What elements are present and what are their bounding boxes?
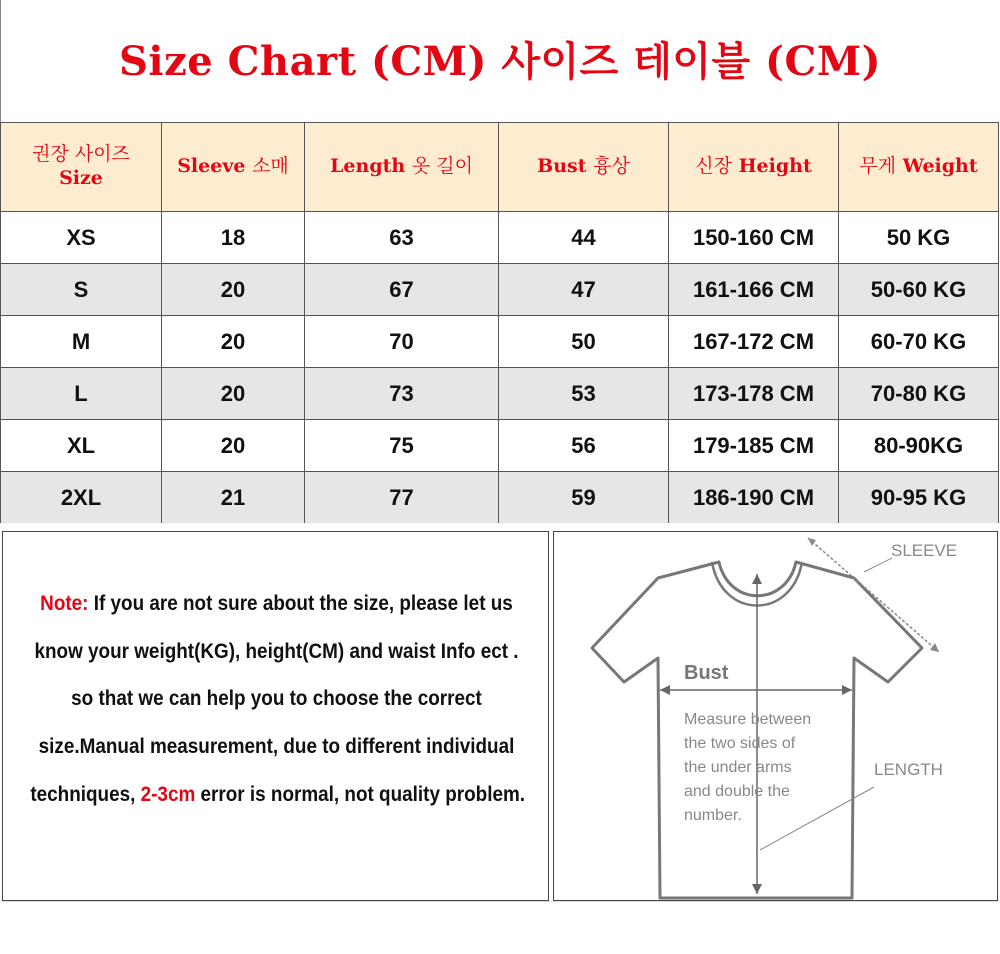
sleeve-leader xyxy=(864,558,892,572)
measure-text: the under arms xyxy=(684,759,792,776)
note-line: techniques, 2-3cm error is normal, not quality problem. xyxy=(30,783,526,806)
cell-length: 70 xyxy=(305,316,499,368)
header-bust: Bust 흉상 xyxy=(499,123,669,212)
cell-weight: 70-80 KG xyxy=(839,368,999,420)
bust-arrowhead-right xyxy=(842,685,852,695)
measurement-diagram xyxy=(553,531,998,901)
header-length: Length 옷 길이 xyxy=(305,123,499,212)
note-line: Note: If you are not sure about the size, please let us xyxy=(40,592,513,615)
cell-height: 179-185 CM xyxy=(669,420,839,472)
cell-size: XS xyxy=(1,212,162,264)
table-row xyxy=(1,472,999,524)
bust-label: Bust xyxy=(684,662,729,684)
note-label: Note: xyxy=(40,592,89,615)
cell-bust: 47 xyxy=(499,264,669,316)
cell-size: M xyxy=(1,316,162,368)
cell-length: 67 xyxy=(305,264,499,316)
size-table xyxy=(0,122,999,523)
cell-length: 73 xyxy=(305,368,499,420)
cell-sleeve: 18 xyxy=(162,212,305,264)
cell-bust: 50 xyxy=(499,316,669,368)
note-line: size.Manual measurement, due to different individual xyxy=(38,735,515,758)
cell-size: 2XL xyxy=(1,472,162,524)
cell-length: 63 xyxy=(305,212,499,264)
cell-weight: 50 KG xyxy=(839,212,999,264)
cell-height: 186-190 CM xyxy=(669,472,839,524)
note-line: know your weight(KG), height(CM) and waist Info ect . xyxy=(34,640,519,663)
cell-sleeve: 20 xyxy=(162,368,305,420)
header-sleeve: Sleeve 소매 xyxy=(162,123,305,212)
cell-bust: 44 xyxy=(499,212,669,264)
note-line: so that we can help you to choose the correct xyxy=(71,687,482,710)
header-height: 신장 Height xyxy=(669,123,839,212)
cell-sleeve: 21 xyxy=(162,472,305,524)
table-row xyxy=(1,368,999,420)
cell-height: 161-166 CM xyxy=(669,264,839,316)
cell-length: 75 xyxy=(305,420,499,472)
cell-sleeve: 20 xyxy=(162,316,305,368)
measure-text: Measure between xyxy=(684,711,812,728)
cell-weight: 90-95 KG xyxy=(839,472,999,524)
cell-height: 173-178 CM xyxy=(669,368,839,420)
cell-weight: 80-90KG xyxy=(839,420,999,472)
measure-text: the two sides of xyxy=(684,735,796,752)
sleeve-label: SLEEVE xyxy=(891,541,958,560)
header-weight: 무게 Weight xyxy=(839,123,999,212)
table-header-row xyxy=(1,123,999,212)
tshirt-diagram xyxy=(554,532,999,902)
table-row xyxy=(1,316,999,368)
cell-weight: 50-60 KG xyxy=(839,264,999,316)
cell-size: S xyxy=(1,264,162,316)
length-label: LENGTH xyxy=(874,760,943,779)
cell-height: 150-160 CM xyxy=(669,212,839,264)
cell-size: XL xyxy=(1,420,162,472)
cell-size: L xyxy=(1,368,162,420)
table-row xyxy=(1,264,999,316)
length-arrowhead-top xyxy=(752,574,762,584)
cell-sleeve: 20 xyxy=(162,264,305,316)
cell-length: 77 xyxy=(305,472,499,524)
error-range: 2-3cm xyxy=(140,783,196,806)
table-row xyxy=(1,420,999,472)
divider xyxy=(0,901,1000,902)
measure-text: number. xyxy=(684,807,742,824)
cell-bust: 53 xyxy=(499,368,669,420)
page-title: Size Chart (CM) 사이즈 테이블 (CM) xyxy=(118,38,882,85)
header-size: 권장 사이즈 Size xyxy=(1,123,162,212)
sleeve-arrowhead-top xyxy=(808,538,816,546)
note-panel xyxy=(2,531,549,901)
cell-bust: 56 xyxy=(499,420,669,472)
bust-arrowhead-left xyxy=(660,685,670,695)
table-row xyxy=(1,212,999,264)
cell-weight: 60-70 KG xyxy=(839,316,999,368)
length-arrowhead-bottom xyxy=(752,884,762,894)
cell-height: 167-172 CM xyxy=(669,316,839,368)
measure-text: and double the xyxy=(684,783,790,800)
cell-sleeve: 20 xyxy=(162,420,305,472)
cell-bust: 59 xyxy=(499,472,669,524)
